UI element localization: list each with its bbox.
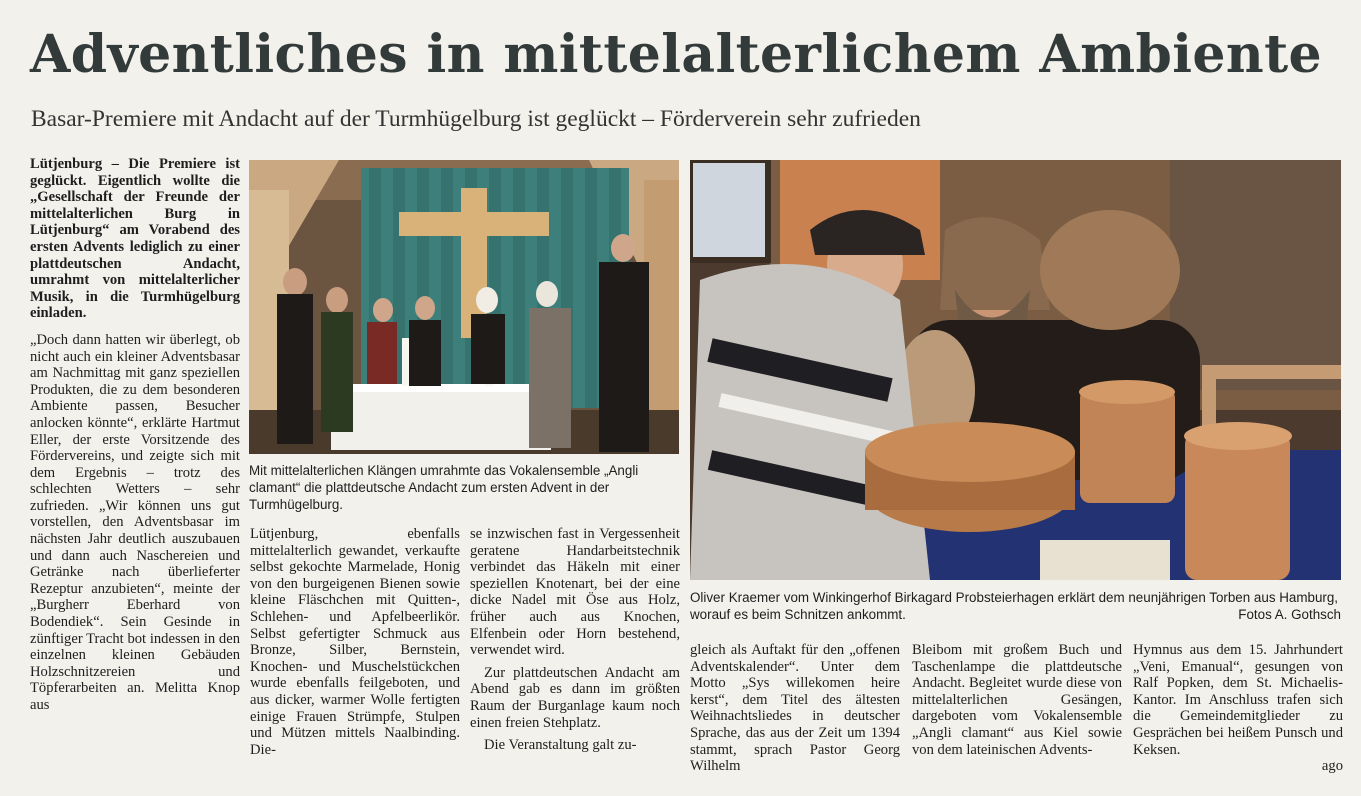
photo-carving-image	[690, 160, 1341, 580]
headline: Adventliches in mittelalterlichem Ambiente	[30, 24, 1322, 85]
body-paragraph: se inzwischen fast in Vergessenheit geratene Handarbeitstechnik verbindet das Häkeln mit einer speziellen Knotenart, bei der eine dicke Nadel mit Öse aus Holz, früher auch aus Knochen, Elfenbein oder Horn bestehend, verwendet wird.	[470, 526, 680, 659]
column-4	[690, 642, 900, 775]
body-paragraph: „Doch dann hatten wir überlegt, ob nicht auch ein kleiner Adventsbasar am Nachmittag mit ganz speziellen Produkten, die zu dem besonderen Ambiente passen, Besucher anlocken könnte“, erklärte Hartmut Eller, der erste Vorsitzende des Fördervereins, und zeigte sich mit dem Ergebnis – trotz des schlechten Wetters – sehr zufrieden. „Wir können uns gut vorstellen, den Adventsbasar im nächsten Jahr deutlich auszubauen und dann auch Naschereien und Getränke nach überlieferter Rezeptur anzubieten“, meinte der „Burgherr Eberhard von Bodendiek“. Sein Gesinde in zünftiger Tracht bot indessen in den einzelnen kleinen Gebäuden Holzschnitzereien und Töpferarbeiten an. Melitta Knop aus	[30, 331, 240, 713]
body-paragraph: Lütjenburg, ebenfalls mittelalterlich gewandet, verkaufte selbst gekochte Marmelade, Honig von den burgeigenen Bienen sowie kleine Fläschchen mit Quitten-, Schlehen- und Apfelbeerlikör. Selbst gefertigter Schmuck aus Bronze, Silber, Bernstein, Knochen- und Muschelstückchen wurde ebenfalls feilgeboten, und aus dicker, warmer Wolle fertigten einige Frauen Strümpfe, Stulpen und Mützen mittels Naalbinding. Die-	[250, 526, 460, 758]
photo-credit: Fotos A. Gothsch	[1238, 607, 1341, 622]
column-3	[470, 526, 680, 754]
column-2	[250, 526, 460, 758]
column-1	[30, 156, 240, 714]
photo-ensemble-image	[249, 160, 679, 454]
lead-paragraph: Lütjenburg – Die Premiere ist geglückt. Eigentlich wollte die „Gesellschaft der Freunde der mittelalterlichen Burg in Lütjenburg“ am Vorabend des ersten Advents lediglich zu einer plattdeutschen Andacht, umrahmt von mittelalterlicher Musik, in die Turmhügelburg einladen.	[30, 156, 240, 322]
photo-carving	[690, 160, 1341, 580]
author-signature: ago	[1321, 758, 1343, 775]
photo-carving-caption: Oliver Kraemer vom Winkingerhof Birkagard Probsteierhagen erklärt dem neunjährigen Torben aus Hamburg, worauf es beim Schnitzen ankommt.	[690, 590, 1339, 622]
body-paragraph: gleich als Auftakt für den „offenen Adventskalender“. Unter dem Motto „Sys willekomen heire kerst“, dem Titel des ältesten Weihnachtsliedes in deutscher Sprache, das aus der Zeit um 1394 stammt, sprach Pastor Georg Wilhelm	[690, 642, 900, 775]
column-5	[912, 642, 1122, 758]
body-paragraph: Die Veranstaltung galt zu-	[484, 737, 637, 754]
subheadline: Basar-Premiere mit Andacht auf der Turmhügelburg ist geglückt – Förderverein sehr zufrieden	[31, 106, 921, 132]
photo-ensemble	[249, 160, 679, 454]
column-6	[1133, 642, 1343, 775]
body-paragraph: Zur plattdeutschen Andacht am Abend gab es dann im größten Raum der Burganlage kaum noch einen freien Stehplatz.	[470, 664, 680, 731]
body-paragraph: Hymnus aus dem 15. Jahrhundert „Veni, Emanual“, gesungen von Ralf Popken, dem St. Michaelis-Kantor. Im Anschluss trafen sich die Gemeindemitglieder zu Gesprächen bei heißem Punsch und Keksen.	[1133, 642, 1343, 758]
photo-ensemble-caption: Mit mittelalterlichen Klängen umrahmte das Vokalensemble „Angli clamant“ die plattdeutsche Andacht zum ersten Advent in der Turmhügelburg.	[249, 463, 639, 512]
body-paragraph: Bleibom mit großem Buch und Taschenlampe die plattdeutsche Andacht. Begleitet wurde diese von mittelalterlichen Gesängen, dargeboten vom Vokalensemble „Angli clamant“ aus Kiel sowie von dem lateinischen Advents-	[912, 642, 1122, 758]
